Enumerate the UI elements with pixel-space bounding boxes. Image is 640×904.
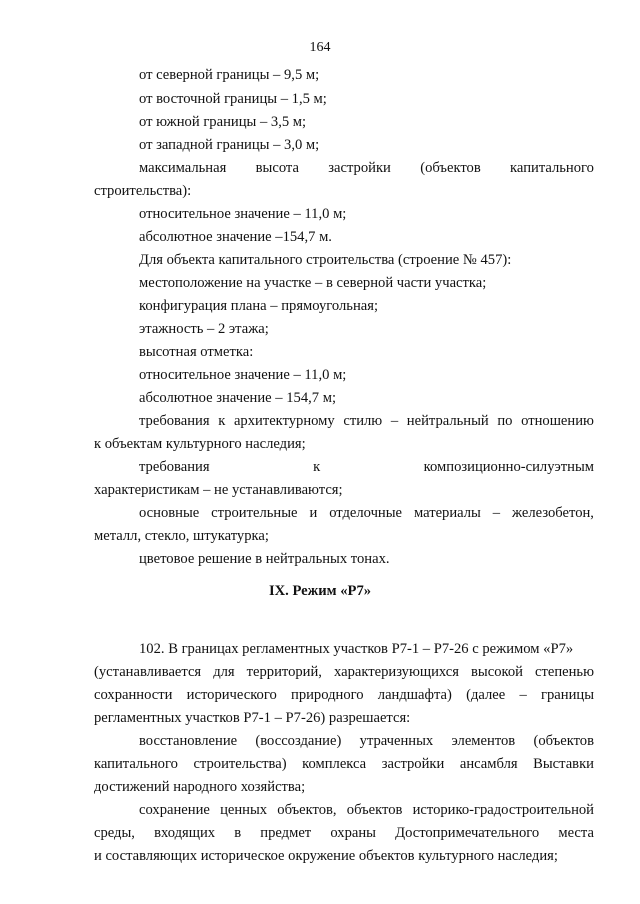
word: железобетон,	[512, 505, 594, 521]
word: по	[497, 413, 513, 429]
justified-line	[139, 801, 594, 819]
word: (устанавливается	[94, 664, 202, 680]
word: к	[218, 413, 226, 429]
justified-line	[139, 458, 594, 476]
word: капитального	[94, 756, 178, 772]
justified-line	[94, 686, 594, 704]
text-line: местоположение на участке – в северной части участка;	[139, 275, 487, 291]
paragraph-line: и составляющих историческое окружение объектов культурного наследия;	[94, 848, 558, 864]
word: материалы	[413, 505, 481, 521]
text-line: цветовое решение в нейтральных тонах.	[139, 551, 390, 567]
text-line: к объектам культурного наследия;	[94, 436, 306, 452]
text-line: Для объекта капитального строительства (строение № 457):	[139, 252, 512, 268]
justified-line	[139, 159, 594, 177]
word: требования	[139, 413, 210, 429]
word: охраны	[330, 825, 376, 841]
word: восстановление	[139, 733, 238, 749]
word: требования	[139, 459, 210, 475]
word: архитектурному	[233, 413, 335, 429]
word: природного	[291, 687, 364, 703]
word: основные	[139, 505, 200, 521]
word: (воссоздание)	[255, 733, 342, 749]
word: границы	[541, 687, 594, 703]
word: территорий,	[246, 664, 322, 680]
justified-line	[139, 504, 594, 522]
word: –	[519, 687, 527, 703]
word: характеризующихся	[333, 664, 459, 680]
word: высота	[255, 160, 299, 176]
word: исторического	[186, 687, 277, 703]
text-line: от южной границы – 3,5 м;	[139, 114, 307, 130]
text-line: характеристикам – не устанавливаются;	[94, 482, 343, 498]
word: сохранение	[139, 802, 210, 818]
justified-line	[94, 824, 594, 842]
text-line: от северной границы – 9,5 м;	[139, 67, 320, 83]
word: застройки	[381, 756, 445, 772]
text-line: металл, стекло, штукатурка;	[94, 528, 269, 544]
word: утраченных	[359, 733, 434, 749]
text-line: строительства):	[94, 183, 192, 199]
text-line: высотная отметка:	[139, 344, 254, 360]
word: –	[390, 413, 399, 429]
paragraph-line: регламентных участков Р7-1 – Р7-26) разрешается:	[94, 710, 411, 726]
word: комплекса	[302, 756, 367, 772]
paragraph-line: 102. В границах регламентных участков Р7-1 – Р7-26 с режимом «Р7»	[139, 641, 574, 657]
text-line: относительное значение – 11,0 м;	[139, 206, 347, 222]
word: ансамбля	[459, 756, 518, 772]
word: –	[492, 505, 501, 521]
text-line: абсолютное значение –154,7 м.	[139, 229, 332, 245]
word: историко-градостроительной	[412, 802, 594, 818]
word: отношению	[521, 413, 594, 429]
word: отделочные	[329, 505, 403, 521]
text-line: абсолютное значение – 154,7 м;	[139, 390, 337, 406]
word: предмет	[260, 825, 312, 841]
text-line: от восточной границы – 1,5 м;	[139, 91, 327, 107]
word: среды,	[94, 825, 135, 841]
text-line: этажность – 2 этажа;	[139, 321, 269, 337]
text-line: относительное значение – 11,0 м;	[139, 367, 347, 383]
text-line: конфигурация плана – прямоугольная;	[139, 298, 379, 314]
word: и	[309, 505, 318, 521]
word: степенью	[534, 664, 594, 680]
word: ландшафта)	[377, 687, 452, 703]
word: к	[313, 459, 321, 475]
text-line: от западной границы – 3,0 м;	[139, 137, 320, 153]
page-number: 164	[309, 40, 331, 55]
word: строительства)	[193, 756, 287, 772]
justified-line	[139, 732, 594, 750]
word: объектов,	[277, 802, 337, 818]
word: объектов	[346, 802, 403, 818]
word: (далее	[466, 687, 506, 703]
justified-line	[94, 755, 594, 773]
word: капитального	[510, 160, 594, 176]
word: композиционно-силуэтным	[423, 459, 594, 475]
word: Достопримечательного	[395, 825, 540, 841]
word: строительные	[211, 505, 298, 521]
justified-line	[139, 412, 594, 430]
justified-line	[94, 663, 594, 681]
word: высокой	[471, 664, 523, 680]
word: сохранности	[94, 687, 173, 703]
word: в	[234, 825, 242, 841]
word: Выставки	[533, 756, 594, 772]
word: места	[558, 825, 594, 841]
word: застройки	[328, 160, 391, 176]
word: элементов	[451, 733, 516, 749]
word: (объектов	[420, 160, 481, 176]
word: нейтральный	[406, 413, 489, 429]
word: входящих	[154, 825, 216, 841]
word: для	[213, 664, 235, 680]
word: стилю	[343, 413, 383, 429]
section-heading: IX. Режим «Р7»	[268, 583, 372, 599]
word: (объектов	[533, 733, 594, 749]
paragraph-line: достижений народного хозяйства;	[94, 779, 306, 795]
word: максимальная	[139, 160, 227, 176]
word: ценных	[220, 802, 268, 818]
